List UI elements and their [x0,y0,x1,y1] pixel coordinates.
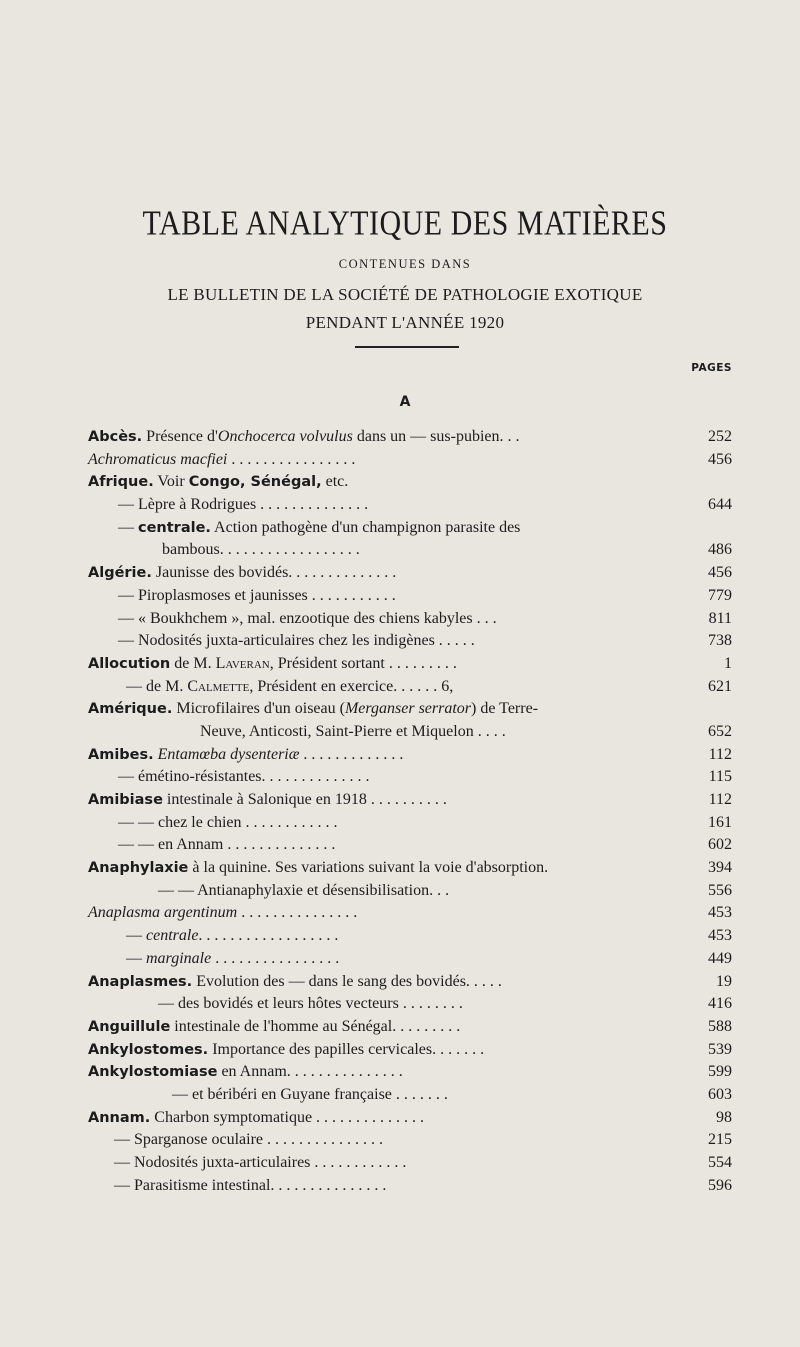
index-entry [0,608,800,631]
entry-page-number: 652 [708,722,732,740]
entry-text-part: de M. [170,654,216,672]
index-entry [0,993,800,1016]
index-entry [0,857,800,880]
entry-text-part: Ankylostomiase [88,1064,218,1081]
index-entry [0,766,800,789]
entry-page-number: 453 [708,904,732,922]
entry-text-part: Amibes. [88,746,154,763]
entry-text-part: Importance des papilles cervicales. . . . . . . [208,1040,485,1058]
index-entry [0,1129,800,1152]
subtitle-contenues: CONTENUES DANS [338,257,472,271]
index-entry [0,1175,800,1198]
entry-text [118,585,396,608]
entry-text-part: Laveran [215,654,270,672]
index-entries [0,426,800,1197]
entry-page-number: 811 [708,609,732,627]
entry-text-part: — Nodosités juxta-articulaires . . . . . . . . . . . . [114,1154,407,1171]
entry-page-number: 621 [708,677,732,695]
index-entry [0,1039,800,1062]
index-entry [0,971,800,994]
index-entry [0,676,800,699]
entry-text-part: Voir [153,473,189,491]
index-entry [0,539,800,562]
entry-text-part: — Sparganose oculaire . . . . . . . . . . . . . . . [114,1131,383,1149]
entry-text-part: , Président sortant . . . . . . . . . [269,654,457,672]
entry-text-part: Anaplasmes. [88,973,193,990]
entry-text [126,676,453,699]
entry-text [114,1175,386,1198]
entry-text-part: — — chez le chien . . . . . . . . . . . . [118,813,338,831]
entry-text-part: Calmette [187,677,250,695]
entry-text [200,721,506,744]
entry-page-number: 644 [708,496,732,514]
entry-text [88,449,355,472]
entry-text-part: bambous. . . . . . . . . . . . . . . . . . [162,541,360,559]
entry-text [88,1039,484,1062]
entry-text-part: intestinale à Salonique en 1918 . . . . . . . . . . [162,791,447,808]
entry-text-part: , Président en exercice. . . . . . 6, [249,677,454,695]
entry-text-part: . . . . . . . . . . . . . . . . [227,450,356,468]
entry-text-part: — [126,927,146,945]
entry-text [118,834,335,857]
entry-text-part: — émétino-résistantes. . . . . . . . . . . . . . [118,768,370,786]
entry-page-number: 456 [708,450,732,468]
index-entry [0,426,800,449]
entry-page-number: 98 [716,1108,732,1126]
entry-text-part: . . . . . . . . . . . . . [299,745,404,763]
entry-text [118,517,520,540]
entry-text-part: Allocution [88,655,171,672]
entry-text [88,562,396,585]
entry-page-number: 449 [708,949,732,967]
entry-page-number: 1 [724,654,732,672]
entry-page-number: 486 [708,541,732,559]
index-entry [0,925,800,948]
index-entry [0,494,800,517]
entry-text-part: . . . . . . . . . . . . . . . . [211,949,340,967]
index-entry [0,517,800,540]
entry-text-part: Anaplasma argentinum [88,904,238,922]
entry-text-part: marginale [146,949,212,967]
entry-page-number: 738 [708,632,732,650]
entry-text-part: à la quinine. Ses variations suivant la voie d'absorption. [188,859,549,877]
entry-text [126,948,339,971]
entry-text [88,902,357,925]
entry-text [88,1107,424,1130]
entry-text-part: — Piroplasmoses et jaunisses . . . . . . . . . . . [118,586,396,604]
index-entry [0,562,800,585]
entry-page-number: 115 [708,768,732,786]
index-entry [0,834,800,857]
entry-page-number: 539 [708,1040,732,1058]
index-entry [0,653,800,676]
entry-text-part: — des bovidés et leurs hôtes vecteurs . . . . . . . . [158,995,463,1013]
entry-text [88,1061,403,1084]
entry-text-part: Ankylostomes. [88,1041,209,1058]
entry-text [88,698,538,721]
entry-text-part: Evolution des — dans le sang des bovidés. . . . . [192,972,502,990]
entry-text [88,1016,460,1039]
entry-page-number: 596 [708,1176,732,1194]
entry-text-part: Anguillule [88,1018,171,1035]
entry-text [88,857,548,880]
index-entry [0,812,800,835]
entry-text-part: centrale. [138,519,211,536]
index-entry [0,721,800,744]
entry-page-number: 215 [708,1131,732,1149]
entry-text-part: Abcès. [88,429,143,445]
entry-page-number: 252 [708,428,732,445]
entry-text-part: — — en Annam . . . . . . . . . . . . . . [118,836,336,854]
entry-text-part: — « Boukhchem », mal. enzootique des chiens kabyles . . . [118,609,497,627]
entry-text-part: — et béribéri en Guyane française . . . . . . . [172,1085,448,1103]
index-entry [0,449,800,472]
entry-text-part: dans un — sus-pubien. . . [352,428,520,445]
entry-text [118,494,368,517]
entry-text [118,608,497,631]
index-entry [0,585,800,608]
entry-text-part: Annam. [88,1109,151,1126]
entry-text-part: Amérique. [88,701,173,718]
entry-page-number: 112 [708,745,732,763]
index-entry [0,698,800,721]
entry-text-part: Onchocerca volvulus [217,428,353,445]
entry-text-part: Anaphylaxie [88,860,189,877]
entry-page-number: 599 [708,1063,732,1081]
title-divider [355,346,459,348]
index-entry [0,902,800,925]
pages-column-header: PAGES [691,362,732,374]
entry-text-part: Entamœba dysenteriæ [157,745,300,763]
subtitle-bulletin: LE BULLETIN DE LA SOCIÉTÉ DE PATHOLOGIE EXOTIQUE [167,285,643,304]
entry-text [114,1129,383,1152]
entry-text [126,925,338,948]
entry-page-number: 456 [708,564,732,582]
entry-text [162,539,360,562]
entry-page-number: 556 [708,881,732,899]
index-entry [0,1061,800,1084]
entry-text-part: centrale [146,927,199,945]
entry-text [118,630,475,653]
entry-text-part: Microfilaires d'un oiseau ( [172,700,345,718]
page-title: TABLE ANALYTIQUE DES MATIÈRES [142,204,668,243]
entry-text [118,812,338,835]
entry-text [88,653,457,676]
entry-text-part: Neuve, Anticosti, Saint-Pierre et Miquelon . . . . [200,722,506,740]
index-entry [0,630,800,653]
entry-page-number: 453 [708,927,732,945]
entry-page-number: 588 [708,1017,732,1035]
index-entry [0,1152,800,1175]
index-entry [0,948,800,971]
entry-page-number: 602 [708,836,732,854]
entry-text-part: . . . . . . . . . . . . . . . [237,904,358,922]
index-entry [0,789,800,812]
entry-text [118,766,370,789]
index-entry [0,1107,800,1130]
entry-page-number: 779 [708,586,732,604]
entry-text-part: Jaunisse des bovidés. . . . . . . . . . . . . . [151,564,397,582]
entry-text-part: — de M. [126,677,188,695]
section-letter: A [399,394,411,410]
entry-text [88,971,502,994]
entry-text-part: intestinale de l'homme au Sénégal. . . . . . . . . [170,1017,461,1035]
entry-text-part: — Lèpre à Rodrigues . . . . . . . . . . . . . . [118,496,369,514]
entry-text-part: Amibiase [88,792,163,808]
entry-page-number: 161 [708,813,732,831]
entry-text [88,744,403,767]
entry-text [88,789,447,812]
entry-text [172,1084,448,1107]
entry-page-number: 394 [708,859,732,877]
entry-text-part: Afrique. [88,474,154,491]
entry-page-number: 554 [708,1154,732,1171]
entry-text-part: en Annam. . . . . . . . . . . . . . . [217,1063,403,1081]
entry-text [158,880,449,903]
entry-text-part: Charbon symptomatique . . . . . . . . . . . . . . [150,1108,425,1126]
entry-text-part: Algérie. [88,565,152,582]
index-entry [0,1016,800,1039]
entry-text-part: ) de Terre- [471,700,539,718]
entry-text-part: — [118,518,138,536]
entry-text-part: — [126,949,146,967]
entry-text [114,1152,406,1175]
entry-text [88,426,520,449]
subtitle-annee: PENDANT L'ANNÉE 1920 [305,313,505,332]
entry-text-part: Action pathogène d'un champignon parasite des [210,518,521,536]
index-entry [0,744,800,767]
entry-text-part: etc. [321,473,349,491]
entry-page-number: 416 [708,995,732,1013]
index-entry [0,471,800,494]
entry-text-part: — Nodosités juxta-articulaires chez les indigènes . . . . . [118,632,475,650]
entry-page-number: 112 [708,791,732,808]
entry-text-part: — — Antianaphylaxie et désensibilisation. . . [158,881,450,899]
index-entry [0,1084,800,1107]
entry-text-part: Achromaticus macfiei [88,450,228,468]
entry-text [88,471,348,494]
index-entry [0,880,800,903]
entry-page-number: 603 [708,1085,732,1103]
entry-text-part: Congo, Sénégal, [188,474,322,491]
entry-text-part: . . . . . . . . . . . . . . . . . . [198,927,339,945]
entry-text-part: Présence d' [142,428,218,445]
entry-text [158,993,463,1016]
entry-text-part: — Parasitisme intestinal. . . . . . . . . . . . . . . [114,1176,387,1194]
entry-text-part: Merganser serrator [344,700,472,718]
entry-page-number: 19 [716,972,732,990]
